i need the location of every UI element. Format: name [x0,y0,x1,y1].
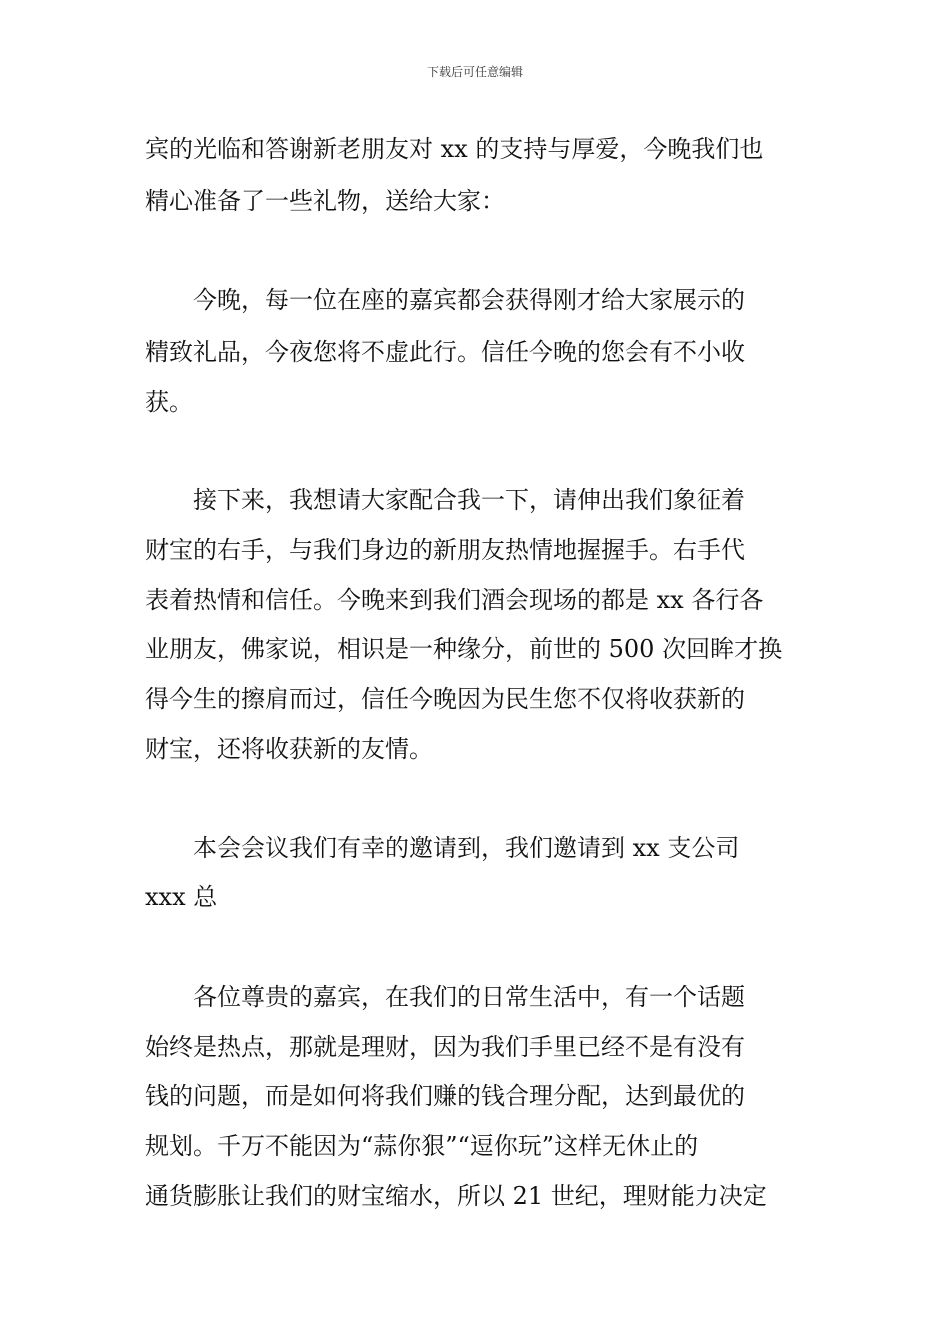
text-line: 获。 [145,388,193,416]
text-line: 宾的光临和答谢新老朋友对 xx 的支持与厚爱，今晚我们也 [145,135,764,163]
text-line: 得今生的擦肩而过，信任今晚因为民生您不仅将收获新的 [145,685,745,713]
text-line: 精致礼品，今夜您将不虚此行。信任今晚的您会有不小收 [145,338,745,366]
text-line: 今晚，每一位在座的嘉宾都会获得刚才给大家展示的 [193,286,745,314]
text-line: 精心准备了一些礼物，送给大家： [145,187,505,215]
text-line: 财宝的右手，与我们身边的新朋友热情地握握手。右手代 [145,536,745,564]
text-line: 始终是热点，那就是理财，因为我们手里已经不是有没有 [145,1033,745,1061]
text-line: 财宝，还将收获新的友情。 [145,735,433,763]
page-header: 下载后可任意编辑 [426,65,523,79]
text-line: 钱的问题，而是如何将我们赚的钱合理分配，达到最优的 [145,1082,745,1110]
text-line: 接下来，我想请大家配合我一下，请伸出我们象征着 [193,486,745,514]
text-line: 业朋友，佛家说，相识是一种缘分，前世的 500 次回眸才换 [145,635,783,663]
text-line: 各位尊贵的嘉宾，在我们的日常生活中，有一个话题 [193,983,745,1011]
text-line: 规划。千万不能因为“蒜你狠”“逗你玩”这样无休止的 [145,1132,699,1160]
text-line: 表着热情和信任。今晚来到我们酒会现场的都是 xx 各行各 [145,586,764,614]
text-line: 本会会议我们有幸的邀请到，我们邀请到 xx 支公司 [193,834,740,862]
text-line: 通货膨胀让我们的财宝缩水，所以 21 世纪，理财能力决定 [145,1182,767,1210]
text-line: xxx 总 [145,883,218,911]
